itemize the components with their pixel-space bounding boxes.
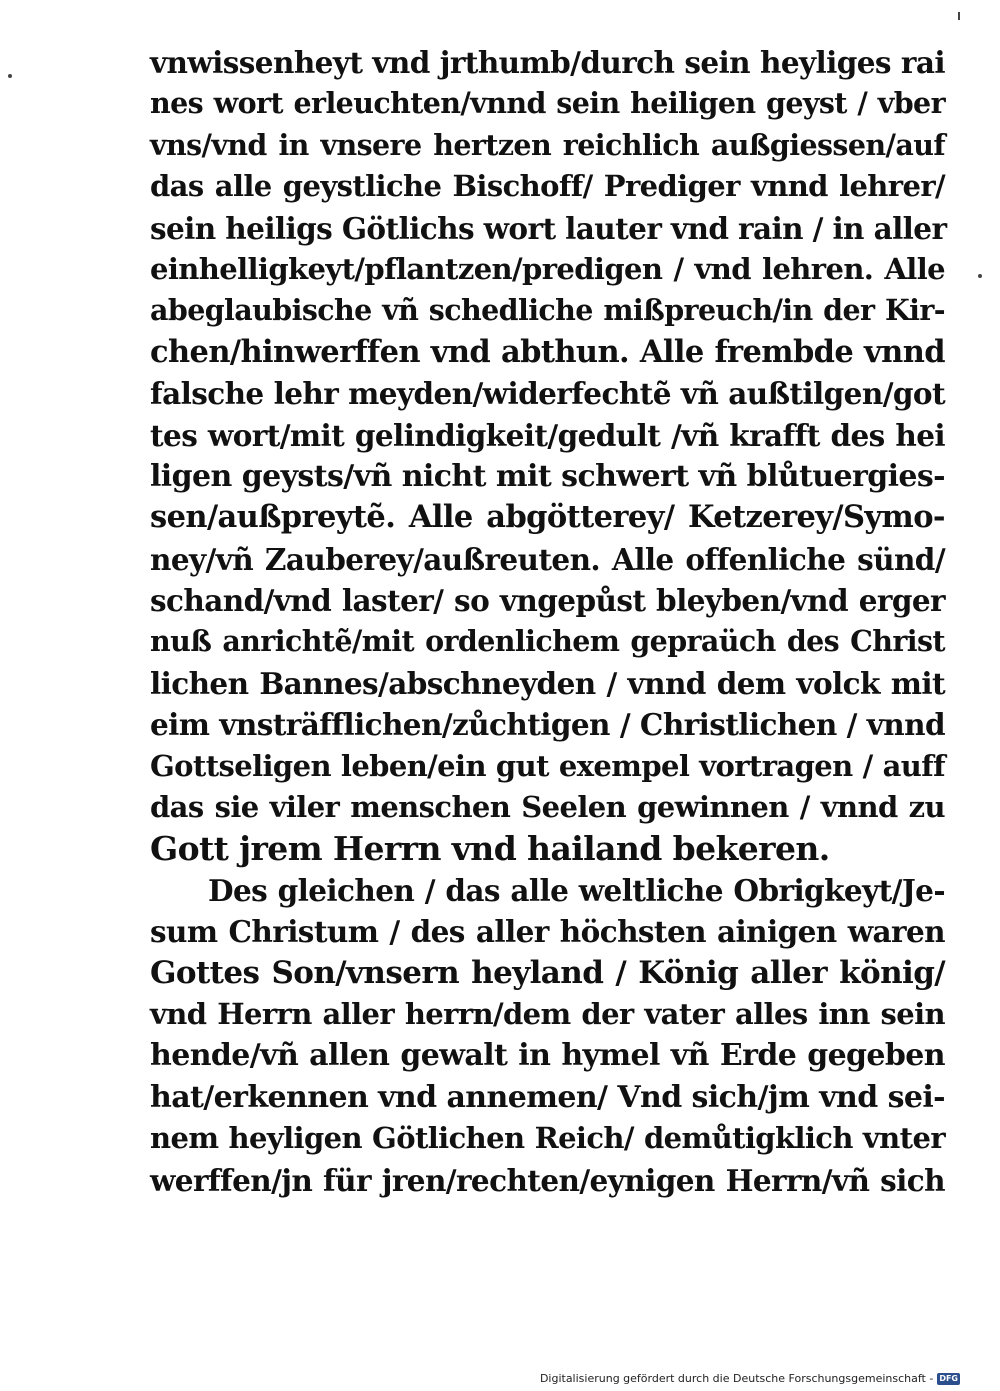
text-line-19: das sie viler menschen Seelen gewinnen / vnnd zu	[150, 790, 945, 825]
text-line-17: eim vnsträfflichen/zůchtigen / Christlichen / vnnd	[150, 707, 945, 743]
body-text	[150, 42, 945, 1201]
digitization-credit	[540, 1372, 960, 1385]
text-line-11: ligen geysts/vñ nicht mit schwert vñ blůtuergies-	[150, 458, 945, 494]
text-line-22: sum Christum / des aller höchsten ainigen waren	[150, 914, 945, 950]
text-line-2: nes wort erleuchten/vnnd sein heiligen geyst / vber	[150, 86, 945, 121]
text-line-15: nuß anrichtẽ/mit ordenlichem gepraüch des Christ	[150, 624, 945, 659]
text-line-24: vnd Herrn aller herrn/dem der vater alles inn sein	[150, 996, 945, 1031]
text-line-5: sein heiligs Götlichs wort lauter vnd rain / in aller	[150, 210, 947, 246]
text-line-20: Gott jrem Herrn vnd hailand bekeren.	[150, 829, 830, 869]
text-line-14: schand/vnd laster/ so vngepůst bleyben/vnd erger	[150, 583, 945, 619]
scan-speck	[958, 12, 960, 20]
text-line-3: vns/vnd in vnsere hertzen reichlich außgiessen/auf	[150, 127, 945, 162]
text-line-4: das alle geystliche Bischoff/ Prediger vnnd lehrer/	[150, 169, 945, 204]
text-line-10: tes wort/mit gelindigkeit/gedult /vñ krafft des hei	[150, 417, 945, 453]
text-line-27: nem heyligen Götlichen Reich/ demůtigklich vnter	[150, 1121, 945, 1156]
text-line-1: vnwissenheyt vnd jrthumb/durch sein heyliges rai	[150, 45, 945, 80]
text-line-8: chen/hinwerffen vnd abthun. Alle frembde vnnd	[150, 333, 945, 370]
text-line-9: falsche lehr meyden/widerfechtẽ vñ außtilgen/got	[150, 376, 945, 412]
text-line-28: werffen/jn für jren/rechten/eynigen Herrn/vñ sich	[150, 1162, 945, 1198]
text-line-6: einhelligkeyt/pflantzen/predigen / vnd lehren. Alle	[150, 251, 945, 286]
scan-speck	[978, 274, 982, 278]
text-line-26: hat/erkennen vnd annemen/ Vnd sich/jm vnd sei-	[150, 1079, 945, 1115]
text-line-7: abeglaubische vñ schedliche mißpreuch/in der Kir-	[150, 293, 945, 328]
text-line-25: hende/vñ allen gewalt in hymel vñ Erde gegeben	[150, 1038, 945, 1074]
text-line-13: ney/vñ Zauberey/außreuten. Alle offenliche sünd/	[150, 541, 945, 577]
text-line-23: Gottes Son/vnsern heyland / König aller könig/	[150, 954, 945, 991]
text-line-18: Gottseligen leben/ein gut exempel vortragen / auff	[150, 748, 945, 783]
digitization-credit-text: Digitalisierung gefördert durch die Deutsche Forschungsgemeinschaft -	[539, 1372, 934, 1385]
scan-speck	[8, 74, 12, 78]
text-line-12: sen/außpreytẽ. Alle abgötterey/ Ketzerey/Symo-	[150, 499, 945, 536]
text-line-21: Des gleichen / das alle weltliche Obrigkeyt/Je-	[208, 872, 945, 908]
dfg-logo: DFG	[939, 1373, 958, 1383]
text-line-16: lichen Bannes/abschneyden / vnnd dem volck mit	[150, 665, 945, 701]
